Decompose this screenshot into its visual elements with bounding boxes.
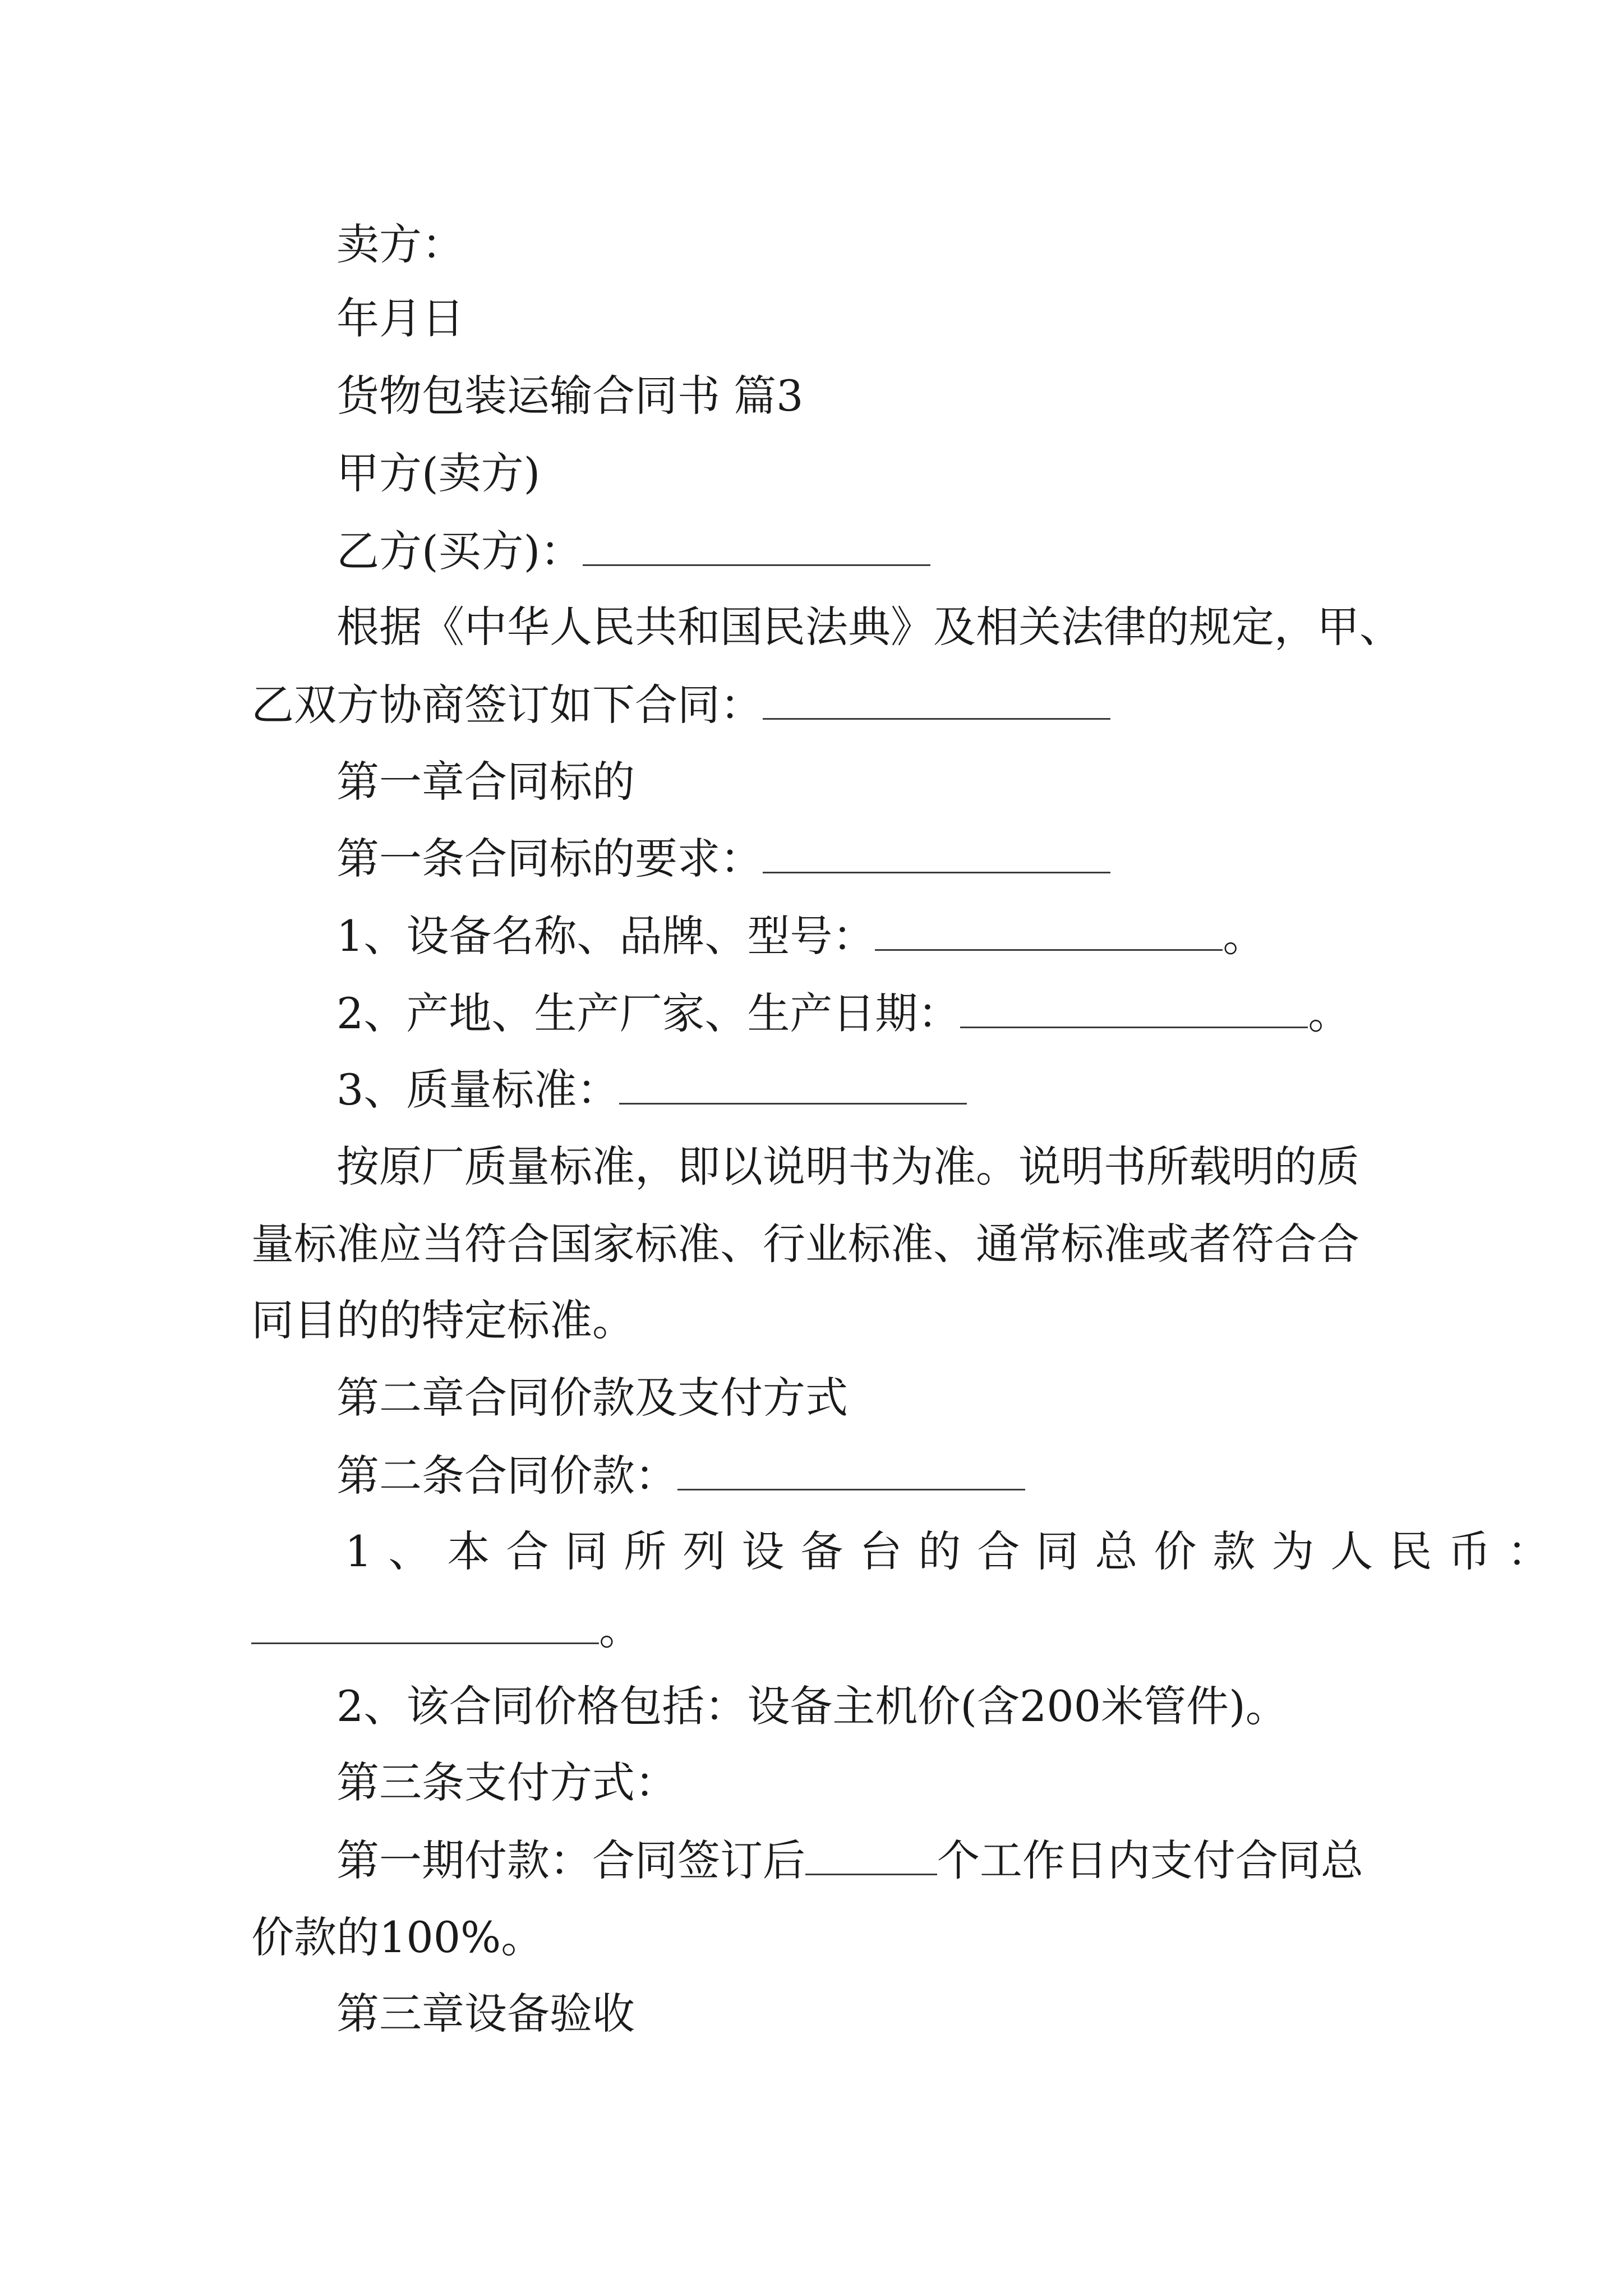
paragraph-line: 根据《中华人民共和国民法典》及相关法律的规定，甲、 — [336, 602, 1402, 652]
article-line: 第三条支付方式： — [336, 1757, 677, 1807]
party-b-line — [336, 526, 930, 576]
paragraph-line — [336, 1835, 1363, 1885]
price-blank — [251, 1608, 599, 1644]
item-blank — [960, 992, 1308, 1028]
paragraph-line: 同目的的特定标准。 — [251, 1295, 635, 1345]
item-line — [336, 911, 1266, 961]
item-label: 3、质量标准： — [336, 1065, 620, 1115]
item-label: 1、设备名称、品牌、型号： — [336, 911, 875, 961]
days-blank — [805, 1839, 937, 1875]
article-label: 第一条合同标的要求： — [336, 834, 763, 884]
item-end: 。 — [1308, 988, 1351, 1038]
article-blank — [677, 1454, 1025, 1490]
item-end: 。 — [599, 1604, 642, 1654]
paragraph-line — [251, 680, 1110, 730]
paragraph-line: 价款的100%。 — [251, 1912, 544, 1962]
paragraph-line: 量标准应当符合国家标准、行业标准、通常标准或者符合合 — [251, 1219, 1359, 1269]
item-blank — [875, 914, 1223, 951]
paragraph-line: 按原厂质量标准，即以说明书为准。说明书所载明的质 — [336, 1142, 1359, 1191]
agreement-blank — [763, 683, 1110, 720]
article-line — [336, 834, 1110, 884]
party-b-label: 乙方(买方)： — [336, 526, 583, 576]
item-label: 2、产地、生产厂家、生产日期： — [336, 988, 961, 1038]
seller-label: 卖方： — [336, 219, 464, 269]
paragraph-text: 乙双方协商签订如下合同： — [251, 680, 763, 730]
item-line — [336, 988, 1351, 1038]
item-line — [251, 1604, 642, 1654]
section-title: 货物包装运输合同书 篇3 — [336, 371, 804, 421]
article-label: 第二条合同价款： — [336, 1451, 677, 1501]
item-end: 。 — [1223, 911, 1266, 961]
party-b-blank — [583, 530, 930, 566]
paragraph-text: 个工作日内支付合同总 — [937, 1835, 1363, 1885]
item-blank — [619, 1068, 967, 1105]
chapter-heading: 第二章合同价款及支付方式 — [336, 1373, 848, 1423]
article-line — [336, 1451, 1025, 1501]
article-blank — [763, 837, 1110, 873]
item-line: 2、该合同价格包括：设备主机价(含200米管件)。 — [336, 1681, 1288, 1731]
paragraph-text: 第一期付款：合同签订后 — [336, 1835, 805, 1885]
date-line: 年月日 — [336, 293, 464, 343]
item-line — [336, 1065, 967, 1115]
party-a-line: 甲方(卖方) — [336, 448, 541, 498]
chapter-heading: 第三章设备验收 — [336, 1989, 635, 2039]
chapter-heading: 第一章合同标的 — [336, 757, 635, 807]
item-line: 1、本合同所列设备台的合同总价款为人民币： — [345, 1526, 1566, 1576]
